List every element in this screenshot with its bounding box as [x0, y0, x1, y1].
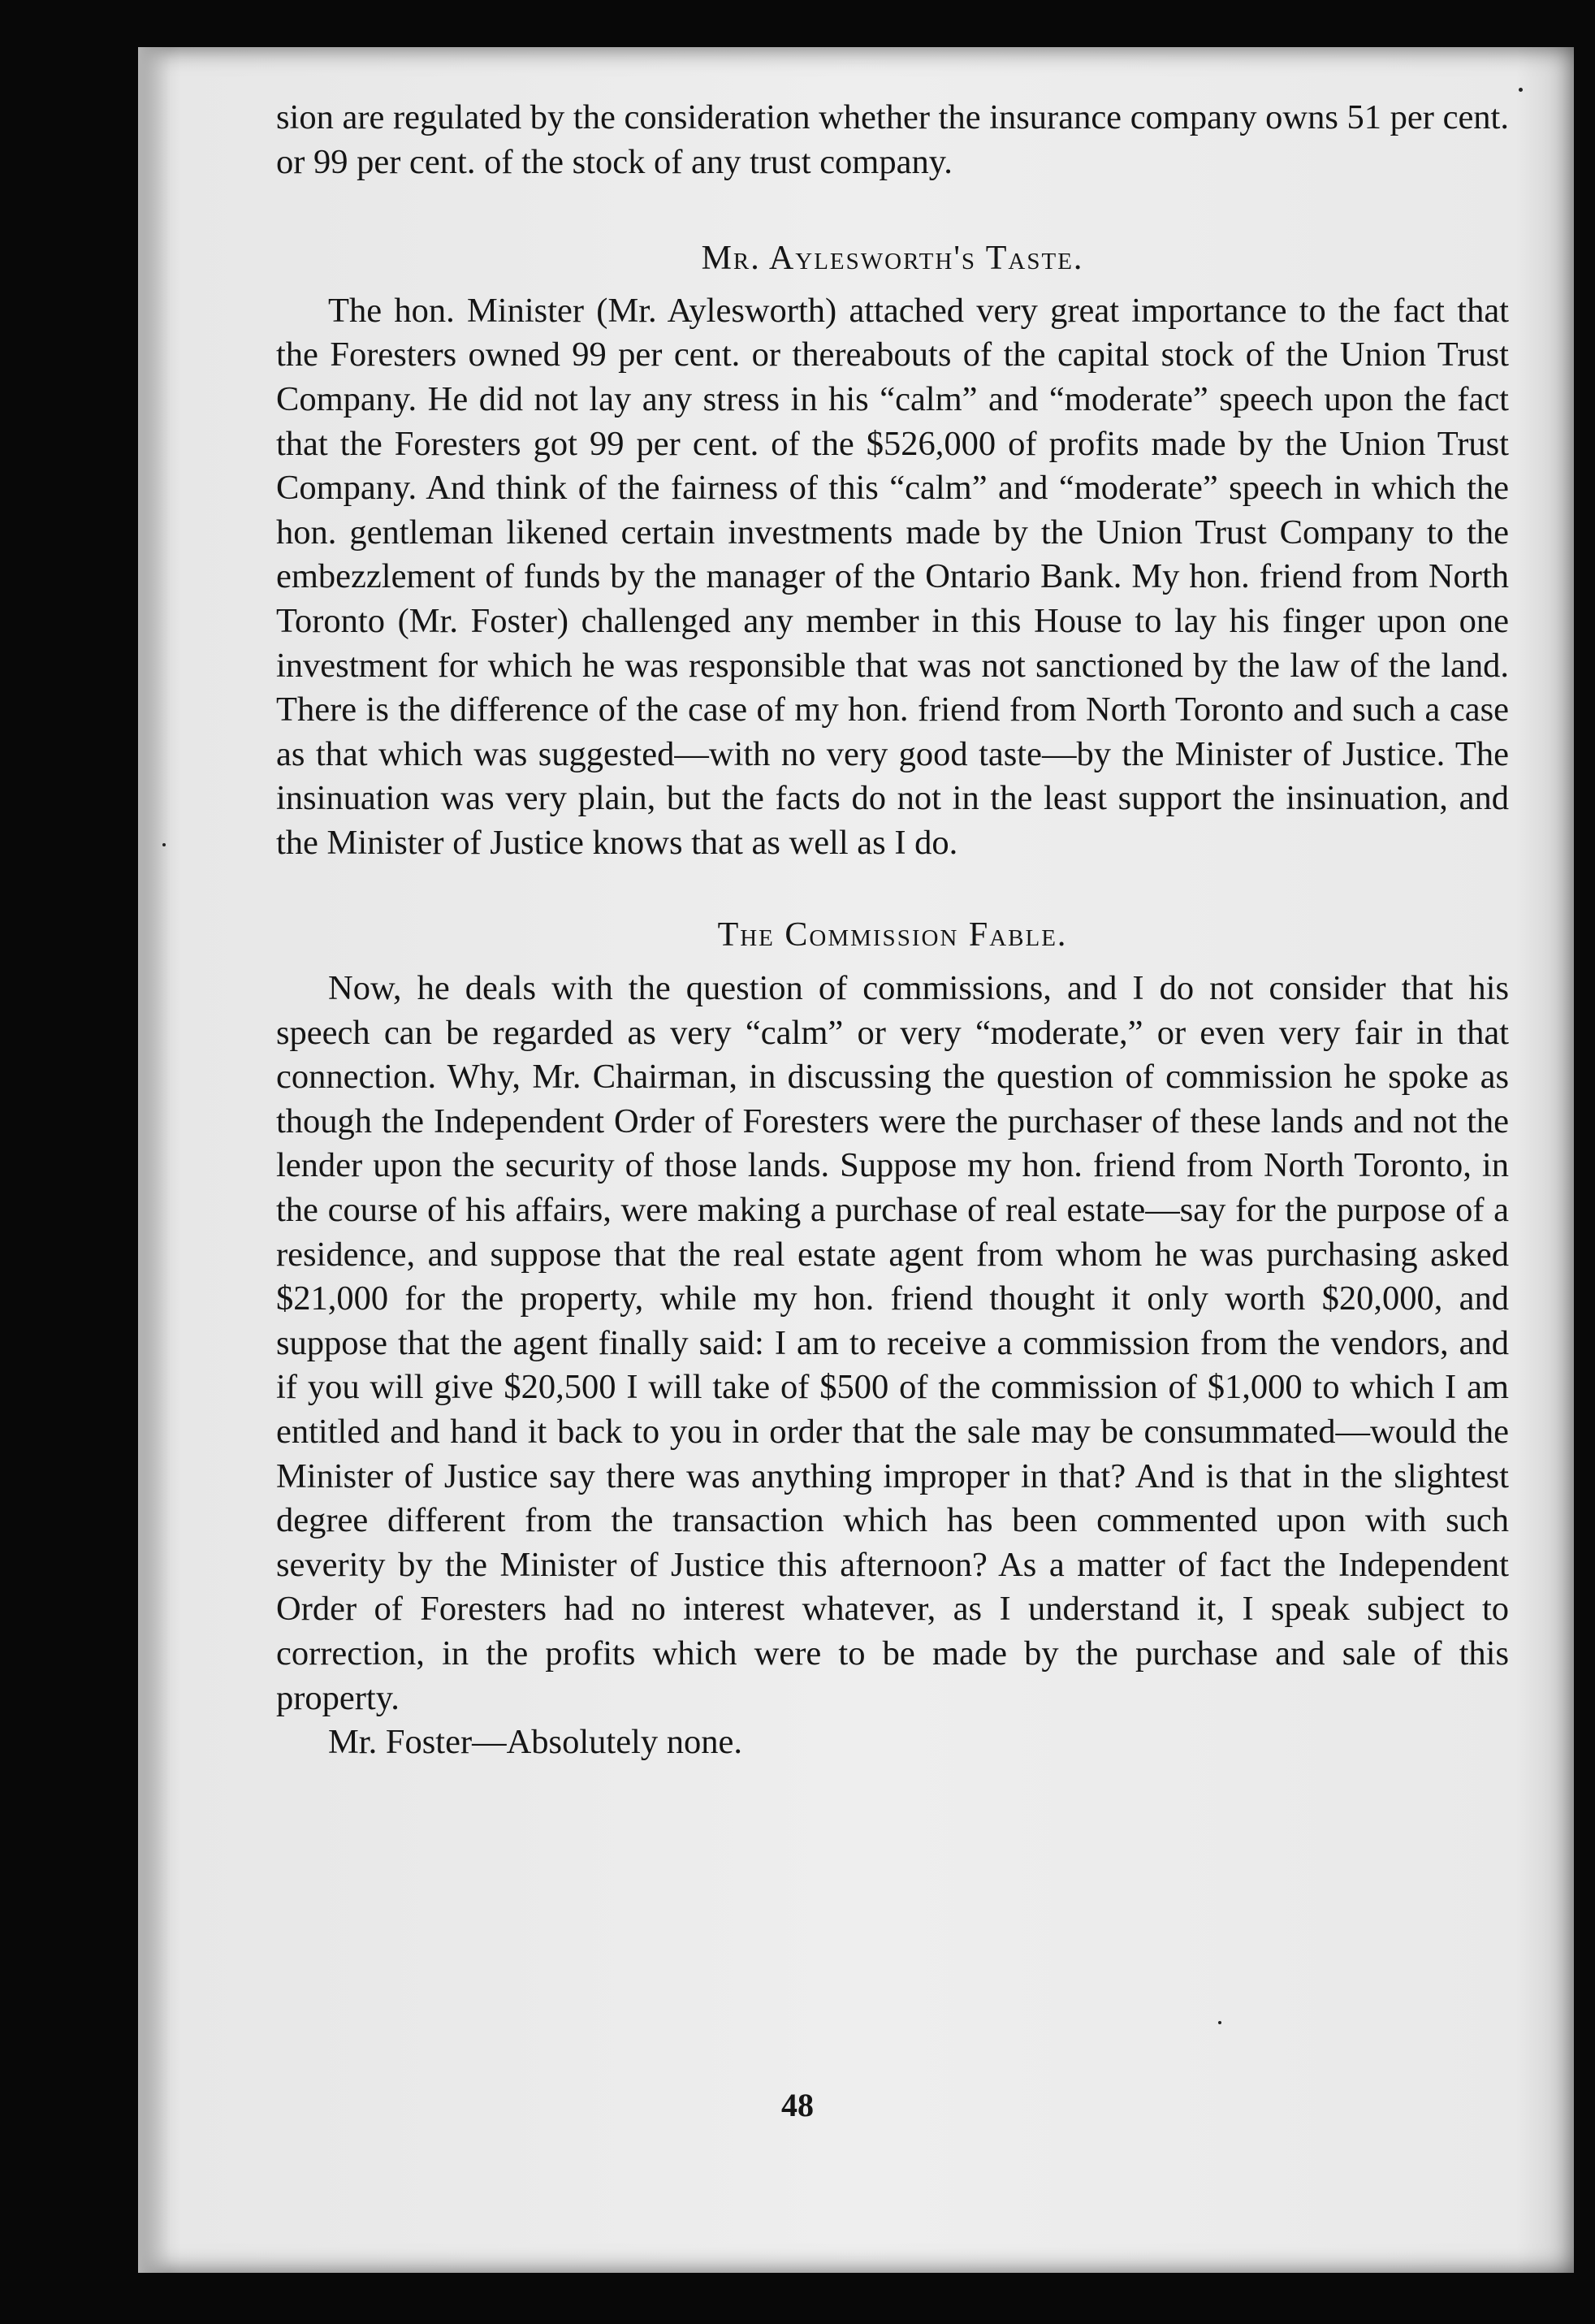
reply-foster: Mr. Foster—Absolutely none. [328, 1723, 742, 1762]
scan-speck [1218, 2021, 1221, 2024]
paragraph-aylesworth: The hon. Minister (Mr. Aylesworth) attached very great importance to the fact that the Foresters owned 99 per cent. or thereabouts of the capital stock of the Union Trust Company. He did not lay any stress in his “calm” and “moderate” speech upon the fact that the Foresters got 99 per cent. of the $526,000 of profits made by the Union Trust Company. And think of the fairness of this “calm” and “moderate” speech in which the hon. gentleman likened certain investments made by the Union Trust Company to the embezzlement of funds by the manager of the Ontario Bank. My hon. friend from North Toronto (Mr. Foster) challenged any member in this House to lay his finger upon one investment for which he was responsible that was not sanctioned by the law of the land. There is the difference of the case of my hon. friend from North Toronto and such a case as that which was suggested—with no very good taste—by the Minister of Justice. The insinuation was very plain, but the facts do not in the least support the insinuation, and the Minister of Justice knows that as well as I do. [276, 291, 1509, 862]
book-page [138, 47, 1574, 2273]
body-text [276, 96, 1509, 1765]
section-heading-aylesworth: Mr. Aylesworth's Taste. [701, 240, 1084, 278]
opening-paragraph: sion are regulated by the consideration whether the insurance company owns 51 per cent. or 99 per cent. of the stock of any trust company. [276, 98, 1509, 181]
page-binding-shadow [138, 47, 171, 2273]
page-number: 48 [781, 2087, 814, 2123]
scan-speck [1519, 88, 1523, 92]
scan-speck [162, 843, 166, 846]
section-heading-commission: The Commission Fable. [717, 915, 1068, 954]
paragraph-commission: Now, he deals with the question of commissions, and I do not consider that his speech can be regarded as very “calm” or very “moderate,” or even very fair in that connection. Why, Mr. Chairman, in discussing the question of commission he spoke as though the Independent Order of Foresters were the purchaser of these lands and not the lender upon the security of those lands. Suppose my hon. friend from North Toronto, in the course of his affairs, were making a purchase of real estate—say for the purpose of a residence, and suppose that the real estate agent from whom he was purchasing asked $21,000 for the property, while my hon. friend thought it only worth $20,000, and suppose that the agent finally said: I am to receive a commission from the vendors, and if you will give $20,500 I will take of $500 of the commission of $1,000 to which I am entitled and hand it back to you in order that the sale may be consummated—would the Minister of Justice say there was anything improper in that? And is that in the slightest degree different from the transaction which has been commented upon with such severity by the Minister of Justice this afternoon? As a matter of fact the Independent Order of Foresters had no interest whatever, as I understand it, I speak subject to correction, in the profits which were to be made by the purchase and sale of this property. [276, 969, 1509, 1717]
